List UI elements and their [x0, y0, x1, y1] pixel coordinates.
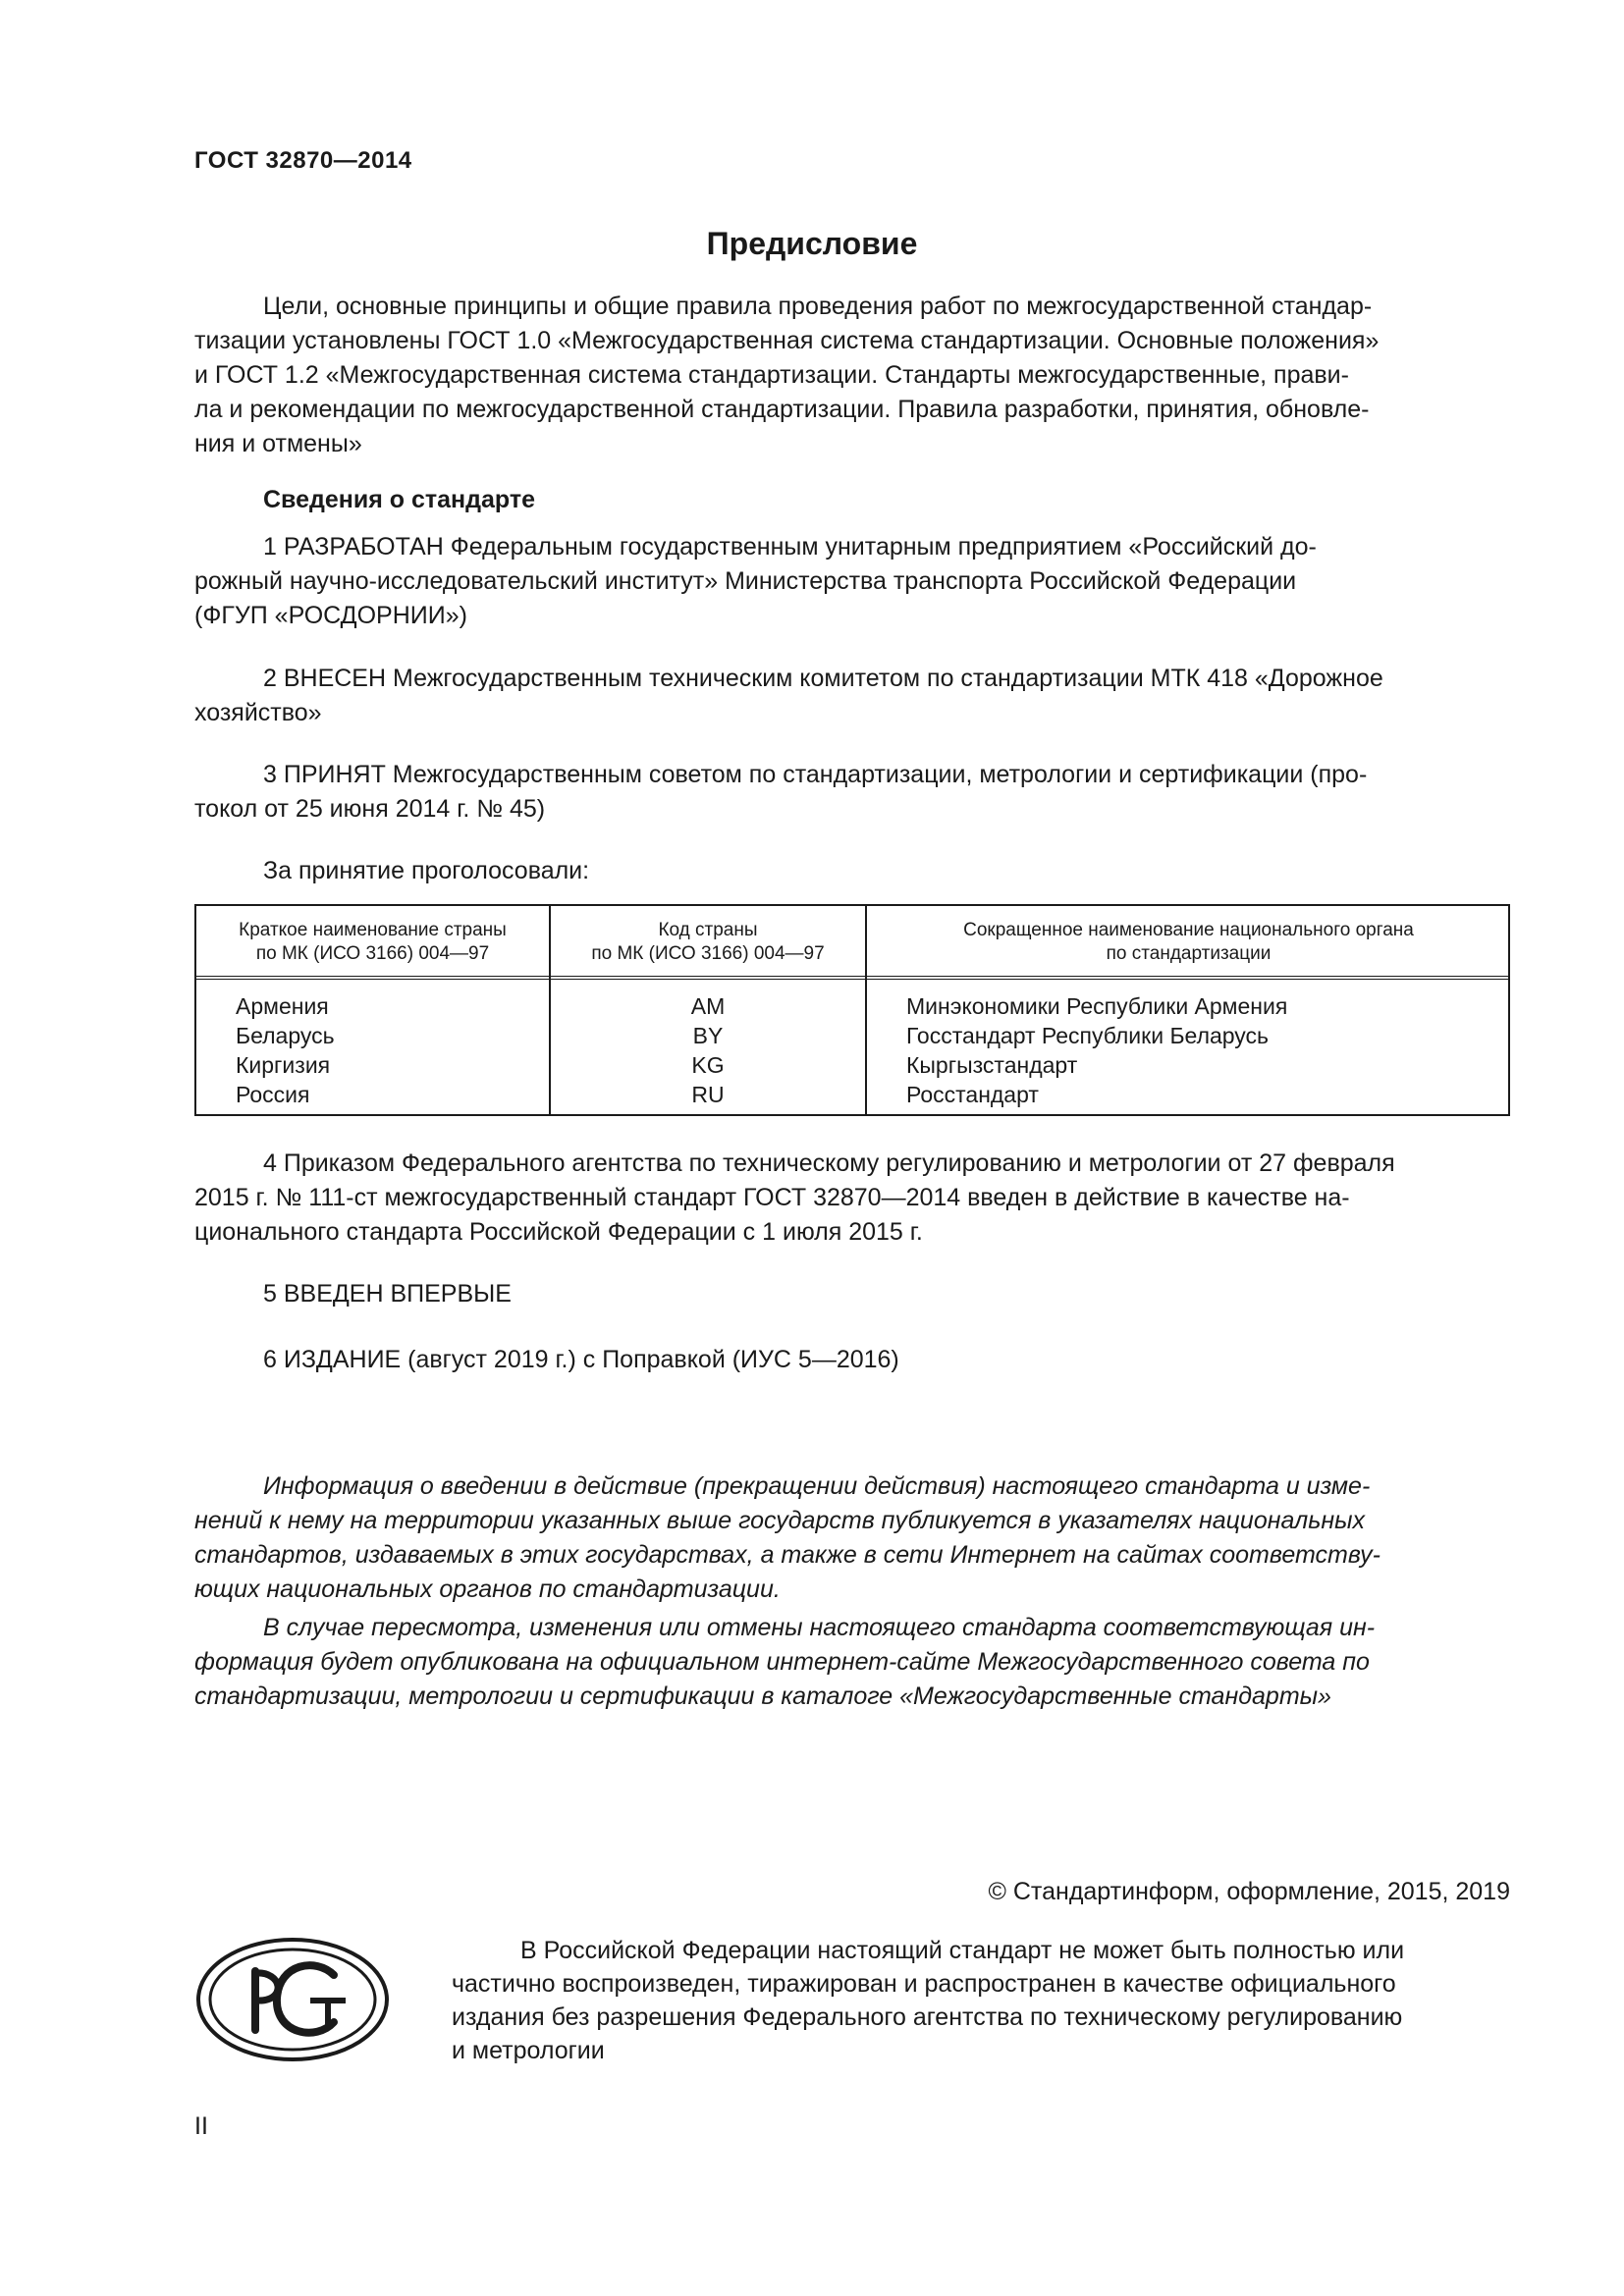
table-cell: Минэкономики Республики Армения: [906, 993, 1288, 1019]
text-line: нений к нему на территории указанных выше государств публикуется в указателях национальных: [194, 1507, 1366, 1534]
table-cell: Росстандарт: [906, 1082, 1039, 1107]
header-line: Код страны: [658, 920, 758, 940]
text-line: 2 ВНЕСЕН Межгосударственным техническим комитетом по стандартизации МТК 418 «Дорожное: [263, 665, 1383, 692]
table-cell: KG: [691, 1052, 725, 1078]
text-line: Цели, основные принципы и общие правила проведения работ по межгосударственной стандар-: [263, 293, 1373, 320]
header-line: по МК (ИСО 3166) 004—97: [591, 943, 825, 964]
text-line: 4 Приказом Федерального агентства по техническому регулированию и метрологии от 27 февраля: [263, 1149, 1395, 1177]
text-line: 3 ПРИНЯТ Межгосударственным советом по стандартизации, метрологии и сертификации (про-: [263, 761, 1368, 788]
column-header-country: [196, 916, 549, 969]
table-cell: Киргизия: [236, 1052, 331, 1078]
text-line: ла и рекомендации по межгосударственной стандартизации. Правила разработки, принятия, обновле-: [194, 396, 1370, 423]
text-line: стандартизации, метрологии и сертификации в каталоге «Межгосударственные стандарты»: [194, 1682, 1331, 1710]
table-cell: Армения: [236, 993, 329, 1019]
table-cell: Беларусь: [236, 1023, 335, 1048]
table-cell: Россия: [236, 1082, 310, 1107]
text-line: 2015 г. № 111-ст межгосударственный стандарт ГОСТ 32870—2014 введен в действие в качестве на-: [194, 1184, 1350, 1211]
text-line: Информация о введении в действие (прекращении действия) настоящего стандарта и изме-: [263, 1472, 1371, 1500]
text-line: В Российской Федерации настоящий стандарт не может быть полностью или: [520, 1937, 1405, 1964]
text-line: 6 ИЗДАНИЕ (август 2019 г.) с Поправкой (ИУС 5—2016): [263, 1346, 899, 1373]
text-line: ния и отмены»: [194, 430, 362, 457]
rights-notice: [452, 1934, 1510, 2067]
text-line: В случае пересмотра, изменения или отмены настоящего стандарта соответствующая ин-: [263, 1614, 1376, 1641]
item-4: [194, 1147, 1510, 1250]
body-column: [906, 991, 1287, 1109]
text-line: стандартов, издаваемых в этих государствах, а также в сети Интернет на сайтах соответству-: [194, 1541, 1380, 1569]
text-line: формация будет опубликована на официальном интернет-сайте Межгосударственного совета по: [194, 1648, 1370, 1676]
text-line: рожный научно-исследовательский институт» Министерства транспорта Российской Федерации: [194, 567, 1297, 595]
table-cell: RU: [691, 1082, 725, 1107]
item-1: [194, 530, 1510, 633]
intro-paragraph: [194, 290, 1510, 461]
text-line: токол от 25 июня 2014 г. № 45): [194, 795, 546, 823]
text-line: ционального стандарта Российской Федерации с 1 июля 2015 г.: [194, 1218, 923, 1246]
notice-paragraph-1: [194, 1469, 1510, 1607]
page-title: Предисловие: [706, 226, 918, 261]
header-line: по МК (ИСО 3166) 004—97: [255, 943, 490, 964]
gost-certification-logo-icon: [194, 1936, 391, 2063]
text-line: издания без разрешения Федерального агентства по техническому регулированию: [452, 2003, 1403, 2031]
page-number: II: [194, 2112, 208, 2140]
table-cell: AM: [690, 993, 726, 1019]
votes-intro-block: [194, 854, 1510, 888]
text-line: тизации установлены ГОСТ 1.0 «Межгосударственная система стандартизации. Основные положения»: [194, 327, 1380, 354]
code-column: [551, 991, 865, 1109]
text-line: ющих национальных органов по стандартизации.: [194, 1575, 781, 1603]
item-5: [194, 1277, 1510, 1311]
text-line: и метрологии: [452, 2037, 605, 2064]
table-cell: Кыргызстандарт: [906, 1052, 1078, 1078]
standard-code: ГОСТ 32870—2014: [194, 147, 412, 174]
text-line: 5 ВВЕДЕН ВПЕРВЫЕ: [263, 1280, 512, 1308]
header-line: Сокращенное наименование национального органа: [963, 920, 1414, 940]
country-column: [236, 991, 335, 1109]
text-line: частично воспроизведен, тиражирован и распространен в качестве официального: [452, 1970, 1396, 1998]
item-3: [194, 758, 1510, 827]
copyright-notice: © Стандартинформ, оформление, 2015, 2019: [988, 1878, 1510, 1905]
notice-paragraph-2: [194, 1611, 1510, 1714]
header-line: Краткое наименование страны: [239, 920, 507, 940]
text-line: (ФГУП «РОСДОРНИИ»): [194, 602, 467, 629]
header-line: по стандартизации: [1106, 943, 1272, 964]
info-heading-block: [194, 483, 1510, 517]
table-cell: BY: [692, 1023, 724, 1048]
column-header-body: [867, 916, 1510, 969]
votes-table: [194, 904, 1510, 1116]
item-2: [194, 662, 1510, 730]
text-line: и ГОСТ 1.2 «Межгосударственная система стандартизации. Стандарты межгосударственные, прави-: [194, 361, 1349, 389]
votes-intro: За принятие проголосовали:: [263, 857, 590, 884]
info-heading: Сведения о стандарте: [263, 486, 536, 513]
table-cell: Госстандарт Республики Беларусь: [906, 1023, 1270, 1048]
text-line: 1 РАЗРАБОТАН Федеральным государственным унитарным предприятием «Российский до-: [263, 533, 1317, 561]
item-6: [194, 1343, 1510, 1377]
text-line: хозяйство»: [194, 699, 322, 726]
column-header-code: [551, 916, 865, 969]
